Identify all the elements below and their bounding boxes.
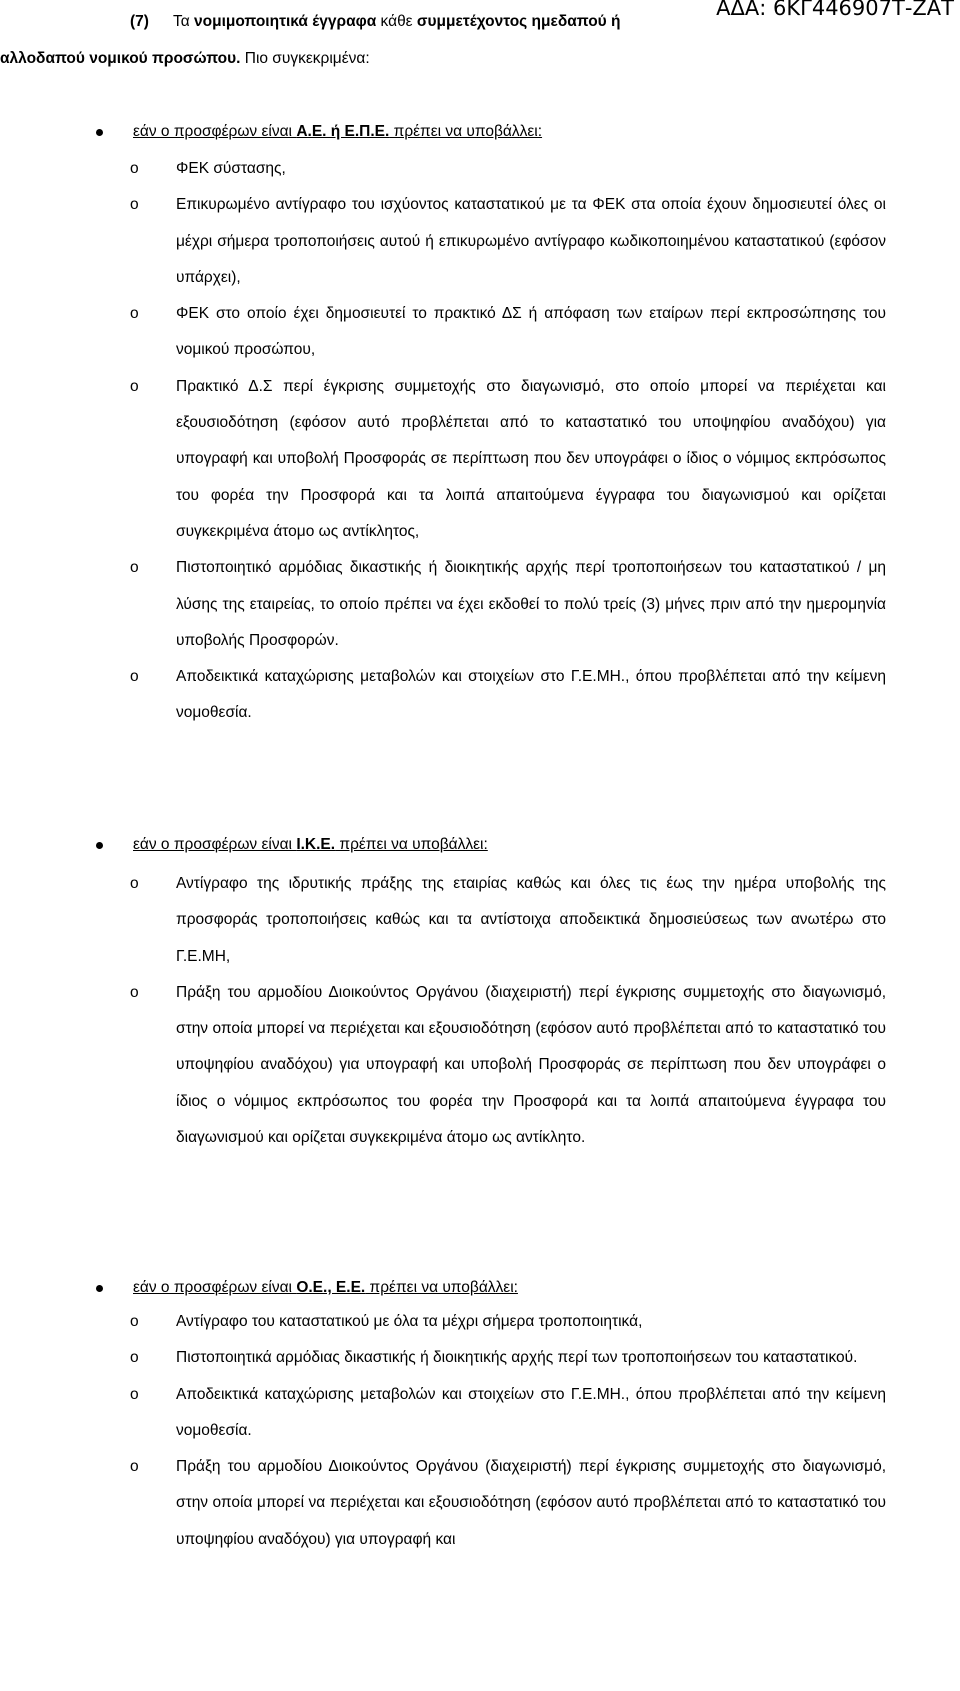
- heading-pre: εάν ο προσφέρων είναι: [133, 836, 297, 853]
- heading-bold: Ι.Κ.Ε.: [296, 836, 336, 853]
- heading-post: πρέπει να υποβάλλει:: [335, 836, 488, 853]
- list-item: [130, 1449, 886, 1558]
- list-item: [130, 1377, 886, 1450]
- paragraph-number: (7): [130, 13, 149, 30]
- list-item-text: Αντίγραφο του καταστατικού με όλα τα μέχρι σήμερα τροποποιητικά,: [176, 1313, 643, 1330]
- intro-bold-b: συμμετέχοντος ημεδαπού ή αλλοδαπού νομικού προσώπου.: [0, 13, 621, 67]
- intro-bold-a: νομιμοποιητικά έγγραφα: [194, 13, 377, 30]
- section-heading-text: [133, 1278, 518, 1298]
- section-heading-oe-ee: [96, 1278, 518, 1298]
- list-marker-icon: o: [130, 1349, 139, 1367]
- list-marker-icon: o: [130, 196, 139, 214]
- list-item-text: Πράξη του αρμοδίου Διοικούντος Οργάνου (διαχειριστή) περί έγκρισης συμμετοχής στο διαγωνισμό, στην οποία μπορεί να περιέχεται και εξουσιοδότηση (εφόσον αυτό προβλέπεται από το καταστατικό του υποψηφίου αναδόχου) για υπογραφή και: [176, 1458, 886, 1548]
- list-marker-icon: o: [130, 875, 139, 892]
- intro-text-c: Πιο συγκεκριμένα:: [240, 50, 370, 67]
- bullet-icon: [96, 842, 103, 849]
- heading-bold: Α.Ε. ή Ε.Π.Ε.: [296, 123, 390, 140]
- list-marker-icon: o: [130, 1313, 139, 1330]
- list-marker-icon: o: [130, 1458, 139, 1476]
- heading-pre: εάν ο προσφέρων είναι: [133, 123, 297, 140]
- intro-text-b: κάθε: [376, 13, 417, 30]
- list-item: [130, 369, 886, 550]
- list-marker-icon: o: [130, 377, 139, 395]
- list-marker-icon: o: [130, 305, 139, 323]
- list-item-text: Αποδεικτικά καταχώρισης μεταβολών και στοιχείων στο Γ.Ε.ΜΗ., όπου προβλέπεται από την κείμενη νομοθεσία.: [176, 1385, 886, 1439]
- list-item-text: Επικυρωμένο αντίγραφο του ισχύοντος καταστατικού με τα ΦΕΚ στα οποία έχουν δημοσιευτεί όλες οι μέχρι σήμερα τροποποιήσεις αυτού ή επικυρωμένο αντίγραφο κωδικοποιημένου καταστατικού (εφόσον υπάρχει),: [176, 196, 886, 286]
- list-item: [130, 187, 886, 296]
- intro-text-a: Τα: [172, 13, 194, 30]
- list-item-text: ΦΕΚ σύστασης,: [176, 160, 286, 177]
- list-item: [130, 1304, 886, 1340]
- list-marker-icon: o: [130, 668, 139, 686]
- section-heading-text: [133, 835, 488, 855]
- list-item: [130, 296, 886, 369]
- list-marker-icon: o: [130, 983, 139, 1001]
- list-item: [130, 550, 886, 659]
- list-item-text: Πιστοποιητικό αρμόδιας δικαστικής ή διοικητικής αρχής περί τροποποιήσεων του καταστατικού / μη λύσης της εταιρείας, το οποίο πρέπει να έχει εκδοθεί το πολύ τρείς (3) μήνες πριν από την ημερομηνία υποβολής Προσφορών.: [176, 559, 886, 649]
- section-list-ae-epe: [130, 151, 886, 732]
- list-item-text: Αποδεικτικά καταχώρισης μεταβολών και στοιχείων στο Γ.Ε.ΜΗ., όπου προβλέπεται από την κείμενη νομοθεσία.: [176, 668, 886, 722]
- heading-post: πρέπει να υποβάλλει:: [389, 123, 543, 140]
- list-item: [130, 975, 886, 1156]
- bullet-icon: [96, 129, 103, 136]
- list-marker-icon: o: [130, 559, 139, 577]
- list-marker-icon: o: [130, 160, 139, 177]
- section-heading-ike: [96, 835, 488, 855]
- list-item: [130, 1340, 886, 1376]
- list-item: [130, 866, 886, 975]
- list-item-text: Πιστοποιητικά αρμόδιας δικαστικής ή διοικητικής αρχής περί των τροποποιήσεων του καταστατικού.: [176, 1349, 858, 1367]
- list-item-text: Αντίγραφο της ιδρυτικής πράξης της εταιρίας καθώς και όλες τις έως την ημέρα υποβολής της προσφοράς τροποποιήσεις καθώς και τα αντίστοιχα αποδεικτικά δημοσιεύσεως των ανωτέρω στο Γ.Ε.ΜΗ,: [176, 875, 886, 965]
- list-marker-icon: o: [130, 1385, 139, 1403]
- heading-post: πρέπει να υποβάλλει:: [365, 1279, 518, 1296]
- intro-paragraph: [0, 3, 640, 77]
- section-heading-text: [133, 122, 542, 142]
- heading-bold: Ο.Ε., Ε.Ε.: [296, 1279, 366, 1296]
- bullet-icon: [96, 1285, 103, 1292]
- list-item-text: ΦΕΚ στο οποίο έχει δημοσιευτεί το πρακτικό ΔΣ ή απόφαση των εταίρων περί εκπροσώπησης του νομικού προσώπου,: [176, 305, 886, 359]
- section-heading-ae-epe: [96, 122, 542, 142]
- list-item-text: Πρακτικό Δ.Σ περί έγκρισης συμμετοχής στο διαγωνισμό, στο οποίο μπορεί να περιέχεται και εξουσιοδότηση (εφόσον αυτό προβλέπεται από το καταστατικό του υποψηφίου αναδόχου) για υπογραφή και υποβολή Προσφοράς σε περίπτωση που δεν υπογράφει ο ίδιος ο νόμιμος εκπρόσωπος του φορέα την Προσφορά και τα λοιπά απαιτούμενα έγγραφα του διαγωνισμού και ορίζεται συγκεκριμένα άτομο ως αντίκλητος,: [176, 377, 886, 540]
- list-item: [130, 151, 886, 187]
- heading-pre: εάν ο προσφέρων είναι: [133, 1279, 297, 1296]
- section-list-ike: [130, 866, 886, 1156]
- watermark-ada: ΑΔΑ: 6ΚΓ446907Τ-ΖΑΤ: [716, 0, 954, 20]
- section-list-oe-ee: [130, 1304, 886, 1558]
- list-item-text: Πράξη του αρμοδίου Διοικούντος Οργάνου (διαχειριστή) περί έγκρισης συμμετοχής στο διαγωνισμό, στην οποία μπορεί να περιέχεται και εξουσιοδότηση (εφόσον αυτό προβλέπεται από το καταστατικό του υποψηφίου αναδόχου) για υπογραφή και υποβολή Προσφοράς σε περίπτωση που δεν υπογράφει ο ίδιος ο νόμιμος εκπρόσωπος του φορέα την Προσφορά και τα λοιπά απαιτούμενα έγγραφα του διαγωνισμού και ορίζεται συγκεκριμένα άτομο ως αντίκλητο.: [176, 983, 886, 1147]
- list-item: [130, 659, 886, 732]
